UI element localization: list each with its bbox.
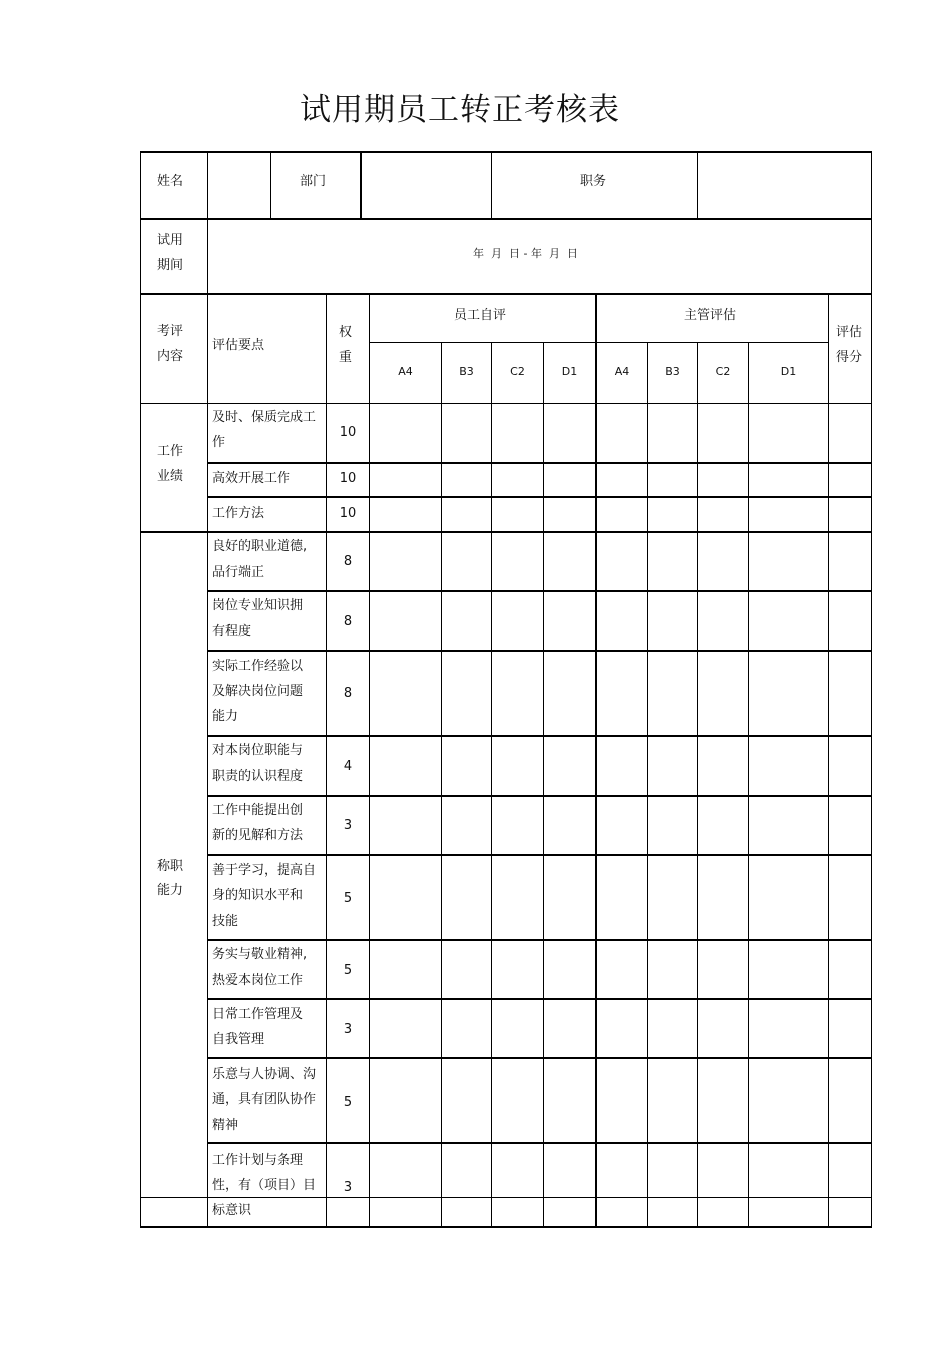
item-text: 自我管理 [212,1032,265,1047]
row-divider [207,1057,872,1059]
section-label-competence: 称职 [157,859,184,874]
item-text: 工作方法 [212,506,265,521]
weight-value: 3 [343,1180,353,1195]
item-text: 新的见解和方法 [212,828,304,843]
weight-value: 8 [343,614,353,629]
item-text: 职责的认识程度 [212,769,304,784]
position-label: 职务 [580,174,607,189]
weight-value: 3 [343,1022,353,1037]
item-text: 技能 [212,914,239,929]
column-divider [748,342,749,1228]
row-divider [207,462,872,464]
row-divider [140,403,872,404]
column-divider [441,342,442,1228]
row-divider [207,854,872,856]
weight-value: 10 [339,471,357,486]
table-border-top [140,151,872,153]
column-divider [270,151,271,219]
row-divider [369,342,828,343]
item-text: 有程度 [212,624,252,639]
column-divider [491,151,492,219]
score-header-line1: 评估 [836,325,863,340]
probation-period-value: 年 月 日 - 年 月 日 [473,247,578,260]
content-header-line2: 内容 [157,349,184,364]
row-divider [140,531,872,533]
grade-header: D1 [561,365,578,378]
weight-header-line1: 权 [339,325,353,340]
probation-label-line1: 试用 [157,233,184,248]
weight-value: 10 [339,425,357,440]
column-divider [647,342,648,1228]
department-label: 部门 [300,174,327,189]
column-divider [207,151,208,1228]
grade-header: A4 [398,365,413,378]
grade-header: A4 [614,365,630,378]
column-divider [369,293,370,1228]
assessment-table [140,151,872,1228]
row-divider [207,735,872,737]
weight-value: 5 [343,963,353,978]
column-divider [697,342,698,1228]
row-divider [207,939,872,941]
manager-eval-header: 主管评估 [684,308,737,323]
column-divider [491,342,492,1228]
column-divider [360,151,362,219]
item-text: 品行端正 [212,565,265,580]
table-border-right [871,151,872,1228]
name-label: 姓名 [157,174,184,189]
probation-label-line2: 期间 [157,258,184,273]
row-divider [140,218,872,220]
item-text: 作 [212,435,226,450]
item-text: 务实与敬业精神, [212,947,308,962]
weight-header-line2: 重 [339,350,353,365]
weight-value: 4 [343,759,353,774]
weight-value: 8 [343,686,353,701]
section-label-performance: 工作 [157,444,184,459]
item-text: 通，具有团队协作 [212,1092,317,1107]
section-label-competence: 能力 [157,883,184,898]
item-text: 及解决岗位问题 [212,684,304,699]
item-text: 岗位专业知识拥 [212,598,304,613]
row-divider [207,496,872,498]
weight-value: 5 [343,1095,353,1110]
weight-value: 8 [343,554,353,569]
item-text: 及时、保质完成工 [212,410,317,425]
weight-value: 5 [343,891,353,906]
table-border-left [140,151,141,1228]
item-text: 热爱本岗位工作 [212,973,304,988]
grade-header: B3 [665,365,680,378]
item-text: 乐意与人协调、沟 [212,1067,317,1082]
row-divider [207,650,872,652]
row-divider [140,293,872,295]
item-text: 对本岗位职能与 [212,743,304,758]
item-text: 精神 [212,1118,239,1133]
item-text: 工作计划与条理 [212,1153,304,1168]
table-border-bottom [140,1226,872,1228]
row-divider [207,795,872,797]
section-label-performance: 业绩 [157,469,184,484]
row-divider [207,1142,872,1144]
item-text: 日常工作管理及 [212,1007,304,1022]
column-divider [543,342,544,1228]
content-header-line1: 考评 [157,324,184,339]
grade-header: B3 [459,365,474,378]
self-eval-header: 员工自评 [454,308,507,323]
page-title: 试用期员工转正考核表 [300,92,620,128]
weight-value: 10 [339,506,357,521]
grade-header: D1 [780,365,797,378]
item-text: 身的知识水平和 [212,888,304,903]
item-text: 能力 [212,709,239,724]
item-text: 实际工作经验以 [212,659,304,674]
grade-header: C2 [510,365,525,378]
column-divider [828,293,829,1228]
score-header-line2: 得分 [836,350,863,365]
row-divider [207,590,872,592]
item-text: 标意识 [212,1203,252,1218]
points-header: 评估要点 [212,338,265,353]
item-text: 善于学习，提高自 [212,863,317,878]
column-divider [697,151,698,219]
column-divider [595,293,597,1228]
weight-value: 3 [343,818,353,833]
item-text: 高效开展工作 [212,471,291,486]
grade-header: C2 [715,365,731,378]
item-text: 性，有（项目）目 [212,1178,317,1193]
item-text: 良好的职业道德, [212,539,308,554]
row-divider [207,998,872,1000]
item-text: 工作中能提出创 [212,803,304,818]
